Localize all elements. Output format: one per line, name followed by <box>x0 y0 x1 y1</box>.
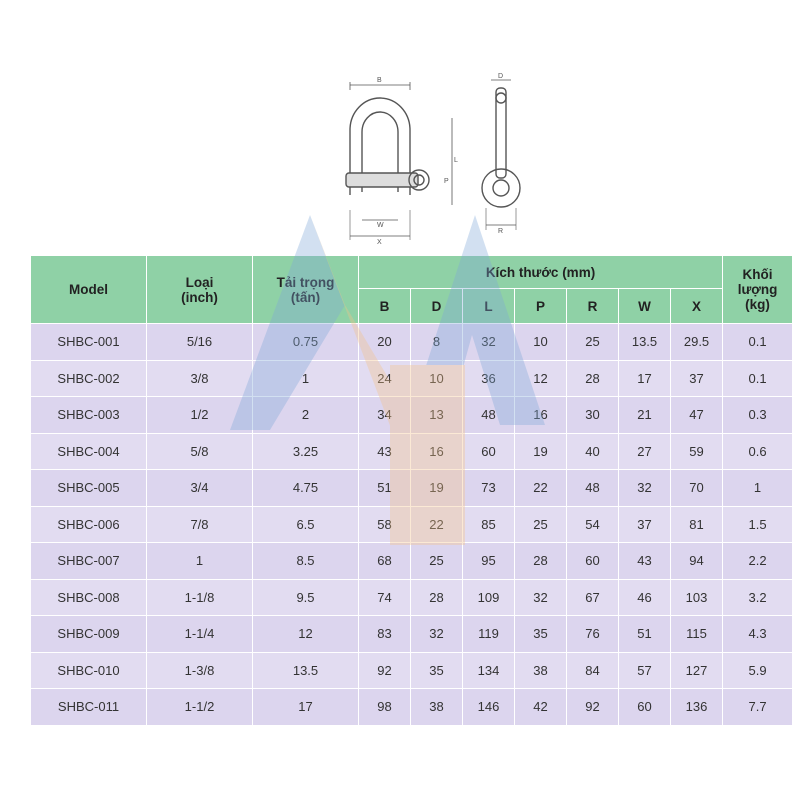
cell-dim-p: 35 <box>515 616 567 653</box>
dim-d-label: D <box>498 73 504 80</box>
cell-tai-trong: 13.5 <box>253 652 359 689</box>
header-loai <box>147 256 253 324</box>
dim-x-label: X <box>377 239 382 246</box>
table-row <box>31 433 793 470</box>
cell-loai: 1-1/8 <box>147 579 253 616</box>
cell-dim-b: 74 <box>359 579 411 616</box>
cell-dim-l: 119 <box>463 616 515 653</box>
cell-dim-w: 57 <box>619 652 671 689</box>
cell-dim-p: 12 <box>515 360 567 397</box>
header-loai-line2: (inch) <box>181 289 218 305</box>
cell-tai-trong: 9.5 <box>253 579 359 616</box>
table-row <box>31 689 793 726</box>
cell-tai-trong: 12 <box>253 616 359 653</box>
cell-dim-d: 16 <box>411 433 463 470</box>
cell-khoi-luong: 0.3 <box>723 397 793 434</box>
cell-dim-b: 34 <box>359 397 411 434</box>
header-khoi-luong <box>723 256 793 324</box>
header-loai-line1: Loại <box>185 274 214 290</box>
cell-dim-x: 47 <box>671 397 723 434</box>
cell-dim-r: 54 <box>567 506 619 543</box>
cell-model: SHBC-006 <box>31 506 147 543</box>
cell-loai: 1/2 <box>147 397 253 434</box>
cell-dim-d: 13 <box>411 397 463 434</box>
cell-dim-w: 37 <box>619 506 671 543</box>
cell-khoi-luong: 5.9 <box>723 652 793 689</box>
cell-khoi-luong: 1.5 <box>723 506 793 543</box>
cell-tai-trong: 6.5 <box>253 506 359 543</box>
cell-dim-p: 10 <box>515 324 567 361</box>
shackle-diagram <box>320 70 540 250</box>
cell-khoi-luong: 0.1 <box>723 324 793 361</box>
header-dim-b: B <box>359 289 411 324</box>
cell-dim-d: 22 <box>411 506 463 543</box>
cell-dim-d: 38 <box>411 689 463 726</box>
cell-dim-l: 134 <box>463 652 515 689</box>
cell-model: SHBC-004 <box>31 433 147 470</box>
cell-dim-p: 38 <box>515 652 567 689</box>
cell-dim-l: 109 <box>463 579 515 616</box>
cell-model: SHBC-009 <box>31 616 147 653</box>
cell-tai-trong: 8.5 <box>253 543 359 580</box>
cell-dim-l: 85 <box>463 506 515 543</box>
cell-dim-x: 81 <box>671 506 723 543</box>
cell-dim-l: 73 <box>463 470 515 507</box>
cell-dim-x: 37 <box>671 360 723 397</box>
cell-dim-r: 30 <box>567 397 619 434</box>
header-dim-r: R <box>567 289 619 324</box>
cell-dim-p: 19 <box>515 433 567 470</box>
cell-dim-w: 32 <box>619 470 671 507</box>
header-dim-w: W <box>619 289 671 324</box>
cell-dim-l: 60 <box>463 433 515 470</box>
cell-tai-trong: 0.75 <box>253 324 359 361</box>
cell-dim-w: 60 <box>619 689 671 726</box>
cell-dim-p: 16 <box>515 397 567 434</box>
cell-dim-r: 60 <box>567 543 619 580</box>
cell-dim-w: 17 <box>619 360 671 397</box>
cell-dim-d: 35 <box>411 652 463 689</box>
cell-dim-p: 22 <box>515 470 567 507</box>
cell-tai-trong: 3.25 <box>253 433 359 470</box>
cell-dim-b: 24 <box>359 360 411 397</box>
cell-dim-b: 58 <box>359 506 411 543</box>
cell-dim-w: 13.5 <box>619 324 671 361</box>
cell-dim-b: 43 <box>359 433 411 470</box>
cell-model: SHBC-011 <box>31 689 147 726</box>
cell-dim-x: 115 <box>671 616 723 653</box>
spec-table <box>30 255 793 726</box>
cell-loai: 7/8 <box>147 506 253 543</box>
header-tai-trong <box>253 256 359 324</box>
header-dim-p: P <box>515 289 567 324</box>
table-row <box>31 324 793 361</box>
cell-khoi-luong: 3.2 <box>723 579 793 616</box>
cell-loai: 3/8 <box>147 360 253 397</box>
cell-dim-r: 84 <box>567 652 619 689</box>
cell-dim-d: 32 <box>411 616 463 653</box>
header-khoi-line2: lượng <box>737 282 778 297</box>
cell-dim-x: 70 <box>671 470 723 507</box>
cell-dim-l: 32 <box>463 324 515 361</box>
cell-dim-x: 94 <box>671 543 723 580</box>
cell-model: SHBC-005 <box>31 470 147 507</box>
header-tai-line2: (tấn) <box>290 289 321 305</box>
cell-dim-r: 67 <box>567 579 619 616</box>
cell-dim-r: 76 <box>567 616 619 653</box>
cell-khoi-luong: 0.6 <box>723 433 793 470</box>
cell-dim-l: 95 <box>463 543 515 580</box>
cell-model: SHBC-007 <box>31 543 147 580</box>
cell-model: SHBC-002 <box>31 360 147 397</box>
table-row <box>31 579 793 616</box>
cell-dim-l: 146 <box>463 689 515 726</box>
cell-dim-b: 68 <box>359 543 411 580</box>
header-dim-d: D <box>411 289 463 324</box>
cell-dim-d: 10 <box>411 360 463 397</box>
cell-dim-p: 32 <box>515 579 567 616</box>
cell-dim-r: 25 <box>567 324 619 361</box>
cell-dim-d: 25 <box>411 543 463 580</box>
cell-tai-trong: 1 <box>253 360 359 397</box>
header-dim-x: X <box>671 289 723 324</box>
cell-dim-p: 28 <box>515 543 567 580</box>
cell-dim-x: 127 <box>671 652 723 689</box>
dim-r-label: R <box>498 228 504 235</box>
header-khoi-line1: Khối <box>742 267 773 282</box>
cell-loai: 1-1/4 <box>147 616 253 653</box>
table-row <box>31 397 793 434</box>
cell-loai: 1 <box>147 543 253 580</box>
cell-dim-l: 48 <box>463 397 515 434</box>
cell-dim-r: 48 <box>567 470 619 507</box>
cell-loai: 5/16 <box>147 324 253 361</box>
cell-dim-b: 92 <box>359 652 411 689</box>
cell-dim-b: 83 <box>359 616 411 653</box>
cell-dim-r: 92 <box>567 689 619 726</box>
header-model: Model <box>31 256 147 324</box>
dim-b-label: B <box>377 77 382 84</box>
cell-dim-d: 8 <box>411 324 463 361</box>
cell-model: SHBC-008 <box>31 579 147 616</box>
cell-dim-b: 98 <box>359 689 411 726</box>
cell-dim-x: 59 <box>671 433 723 470</box>
cell-dim-b: 51 <box>359 470 411 507</box>
header-khoi-line3: (kg) <box>745 297 770 312</box>
cell-dim-w: 43 <box>619 543 671 580</box>
cell-model: SHBC-010 <box>31 652 147 689</box>
table-row <box>31 652 793 689</box>
cell-dim-r: 40 <box>567 433 619 470</box>
cell-tai-trong: 4.75 <box>253 470 359 507</box>
cell-loai: 3/4 <box>147 470 253 507</box>
cell-dim-x: 29.5 <box>671 324 723 361</box>
table-row <box>31 470 793 507</box>
cell-khoi-luong: 1 <box>723 470 793 507</box>
cell-dim-p: 25 <box>515 506 567 543</box>
table-row <box>31 543 793 580</box>
table-row <box>31 360 793 397</box>
cell-tai-trong: 2 <box>253 397 359 434</box>
cell-khoi-luong: 7.7 <box>723 689 793 726</box>
dim-p-label: P <box>444 178 449 185</box>
cell-dim-p: 42 <box>515 689 567 726</box>
cell-dim-d: 28 <box>411 579 463 616</box>
dim-w-label: W <box>377 222 384 229</box>
header-tai-line1: Tải trọng <box>276 274 335 290</box>
cell-khoi-luong: 0.1 <box>723 360 793 397</box>
table-row <box>31 506 793 543</box>
cell-model: SHBC-001 <box>31 324 147 361</box>
cell-tai-trong: 17 <box>253 689 359 726</box>
table-row <box>31 616 793 653</box>
table-body <box>31 324 793 726</box>
cell-dim-w: 27 <box>619 433 671 470</box>
cell-dim-l: 36 <box>463 360 515 397</box>
cell-khoi-luong: 2.2 <box>723 543 793 580</box>
header-dim-l: L <box>463 289 515 324</box>
cell-dim-b: 20 <box>359 324 411 361</box>
cell-loai: 1-1/2 <box>147 689 253 726</box>
cell-loai: 1-3/8 <box>147 652 253 689</box>
header-kich-thuoc: Kích thước (mm) <box>359 256 723 289</box>
cell-loai: 5/8 <box>147 433 253 470</box>
cell-khoi-luong: 4.3 <box>723 616 793 653</box>
dim-l-label: L <box>454 157 458 164</box>
cell-dim-w: 46 <box>619 579 671 616</box>
cell-dim-w: 21 <box>619 397 671 434</box>
cell-dim-r: 28 <box>567 360 619 397</box>
cell-dim-x: 136 <box>671 689 723 726</box>
cell-model: SHBC-003 <box>31 397 147 434</box>
cell-dim-d: 19 <box>411 470 463 507</box>
cell-dim-w: 51 <box>619 616 671 653</box>
cell-dim-x: 103 <box>671 579 723 616</box>
